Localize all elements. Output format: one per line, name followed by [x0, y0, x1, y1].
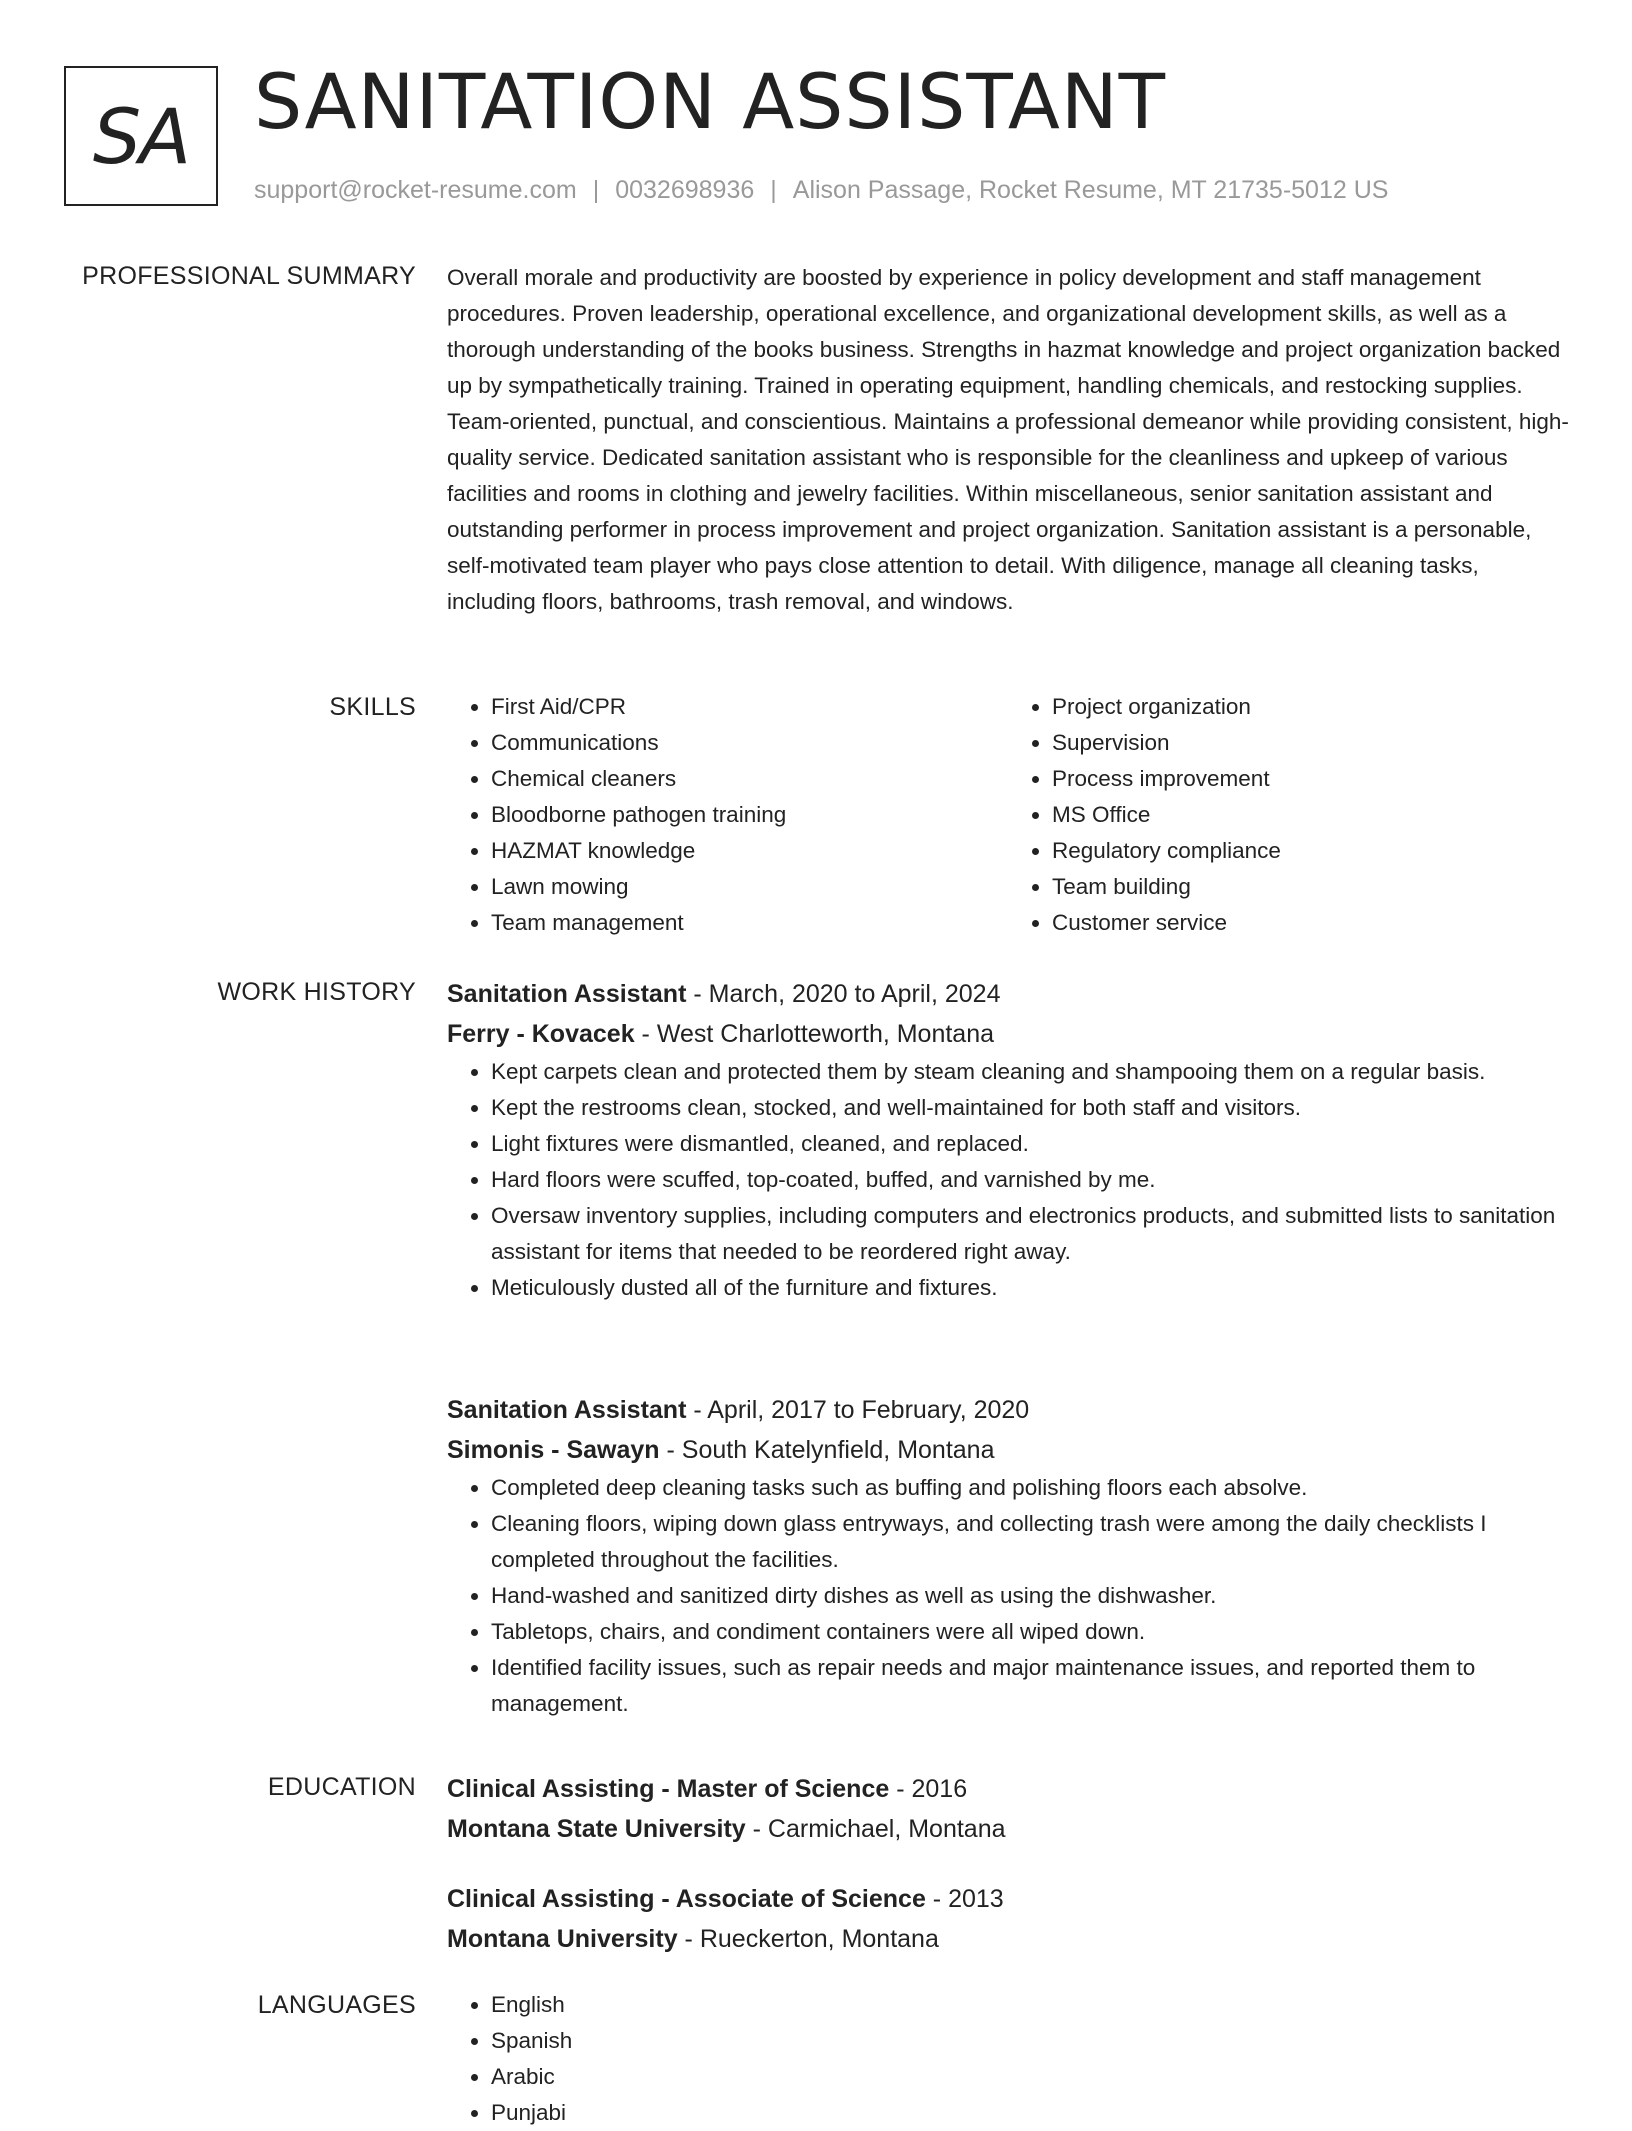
contact-separator: |	[770, 176, 777, 204]
skill-item: • Lawn mowing	[491, 869, 1008, 905]
skill-item: • Supervision	[1052, 725, 1569, 761]
job-title-line: Sanitation Assistant - March, 2020 to April, 2024	[447, 980, 1001, 1008]
degree-year: 2013	[948, 1885, 1004, 1913]
skill-item: • MS Office	[1052, 797, 1569, 833]
contact-address: Alison Passage, Rocket Resume, MT 21735-5012 US	[792, 176, 1389, 204]
section-label-summary: PROFESSIONAL SUMMARY	[82, 262, 416, 290]
school-line: Montana University - Rueckerton, Montana	[447, 1925, 939, 1953]
job-bullet: • Kept the restrooms clean, stocked, and well-maintained for both staff and visitors.	[491, 1090, 1569, 1126]
job-company: Ferry - Kovacek	[447, 1020, 635, 1048]
skill-item: • Regulatory compliance	[1052, 833, 1569, 869]
job-bullets	[447, 1054, 1569, 1306]
degree-line: Clinical Assisting - Master of Science - 2016	[447, 1775, 968, 1803]
degree-line: Clinical Assisting - Associate of Science - 2013	[447, 1885, 1004, 1913]
job-bullet: • Kept carpets clean and protected them by steam cleaning and shampooing them on a regular basis.	[491, 1054, 1569, 1090]
skills-list-left	[447, 689, 1008, 941]
summary-text: Overall morale and productivity are boosted by experience in policy development and staff management procedures. Proven leadership, operational excellence, and organizational development skills, as well as a thorough understanding of the books business. Strengths in hazmat knowledge and project organization backed up by sympathetically training. Trained in operating equipment, handling chemicals, and restocking supplies. Team-oriented, punctual, and conscientious. Maintains a professional demeanor while providing consistent, high-quality service. Dedicated sanitation assistant who is responsible for the cleanliness and upkeep of various facilities and rooms in clothing and jewelry facilities. Within miscellaneous, senior sanitation assistant and outstanding performer in process improvement and project organization. Sanitation assistant is a personable, self-motivated team player who pays close attention to detail. With diligence, manage all cleaning tasks, including floors, bathrooms, trash removal, and windows.	[447, 265, 1569, 614]
section-label-work: WORK HISTORY	[217, 978, 416, 1006]
job-bullet: • Meticulously dusted all of the furniture and fixtures.	[491, 1270, 1569, 1306]
job-entry	[447, 1390, 1569, 1722]
skill-item: • HAZMAT knowledge	[491, 833, 1008, 869]
job-bullet: • Hand-washed and sanitized dirty dishes as well as using the dishwasher.	[491, 1578, 1569, 1614]
skill-item: • Team management	[491, 905, 1008, 941]
degree: Clinical Assisting - Master of Science	[447, 1775, 890, 1803]
skills-list-right	[1008, 689, 1569, 941]
skill-item: • Team building	[1052, 869, 1569, 905]
job-bullets	[447, 1470, 1569, 1722]
degree: Clinical Assisting - Associate of Science	[447, 1885, 926, 1913]
job-bullet: • Completed deep cleaning tasks such as buffing and polishing floors each absolve.	[491, 1470, 1569, 1506]
section-label-languages: LANGUAGES	[257, 1991, 416, 2019]
section-label-education: EDUCATION	[267, 1773, 416, 1801]
job-bullet: • Tabletops, chairs, and condiment containers were all wiped down.	[491, 1614, 1569, 1650]
school: Montana State University	[447, 1815, 746, 1843]
job-dates: March, 2020 to April, 2024	[708, 980, 1001, 1008]
skill-item: • Chemical cleaners	[491, 761, 1008, 797]
contact-separator: |	[592, 176, 600, 204]
job-location: South Katelynfield, Montana	[681, 1436, 995, 1464]
job-bullet: • Identified facility issues, such as repair needs and major maintenance issues, and reported them to management.	[491, 1650, 1569, 1722]
school-line: Montana State University - Carmichael, Montana	[447, 1815, 1006, 1843]
contact-phone: 0032698936	[615, 176, 755, 204]
languages-list	[447, 1987, 1569, 2131]
job-bullet: • Cleaning floors, wiping down glass entryways, and collecting trash were among the daily checklists I completed throughout the facilities.	[491, 1506, 1569, 1578]
job-company-line: Ferry - Kovacek - West Charlotteworth, Montana	[447, 1020, 995, 1048]
school-location: Rueckerton, Montana	[699, 1925, 939, 1953]
job-bullet: • Hard floors were scuffed, top-coated, buffed, and varnished by me.	[491, 1162, 1569, 1198]
job-location: West Charlotteworth, Montana	[656, 1020, 995, 1048]
job-dates: April, 2017 to February, 2020	[707, 1396, 1030, 1424]
job-company: Simonis - Sawayn	[447, 1436, 660, 1464]
skill-item: • Customer service	[1052, 905, 1569, 941]
language-item: • Spanish	[491, 2023, 1569, 2059]
skill-item: • First Aid/CPR	[491, 689, 1008, 725]
section-label-skills: SKILLS	[329, 693, 416, 721]
language-item: • Arabic	[491, 2059, 1569, 2095]
job-bullet: • Light fixtures were dismantled, cleaned, and replaced.	[491, 1126, 1569, 1162]
monogram: SA	[64, 66, 218, 206]
education-entry	[447, 1879, 1569, 1959]
skill-item: • Process improvement	[1052, 761, 1569, 797]
school: Montana University	[447, 1925, 678, 1953]
skill-item: • Communications	[491, 725, 1008, 761]
degree-year: 2016	[911, 1775, 968, 1803]
job-company-line: Simonis - Sawayn - South Katelynfield, Montana	[447, 1436, 995, 1464]
skill-item: • Bloodborne pathogen training	[491, 797, 1008, 833]
contact-email: support@rocket-resume.com	[254, 176, 577, 204]
job-bullet: • Oversaw inventory supplies, including computers and electronics products, and submitted lists to sanitation assistant for items that needed to be reordered right away.	[491, 1198, 1569, 1270]
job-title-line: Sanitation Assistant - April, 2017 to February, 2020	[447, 1396, 1030, 1424]
job-entry	[447, 974, 1569, 1306]
page-title: SANITATION ASSISTANT	[254, 57, 1167, 146]
contact-line	[254, 172, 1388, 208]
job-title: Sanitation Assistant	[447, 1396, 687, 1424]
education-entry	[447, 1769, 1569, 1849]
skill-item: • Project organization	[1052, 689, 1569, 725]
job-title: Sanitation Assistant	[447, 980, 687, 1008]
language-item: • English	[491, 1987, 1569, 2023]
school-location: Carmichael, Montana	[767, 1815, 1006, 1843]
language-item: • Punjabi	[491, 2095, 1569, 2131]
